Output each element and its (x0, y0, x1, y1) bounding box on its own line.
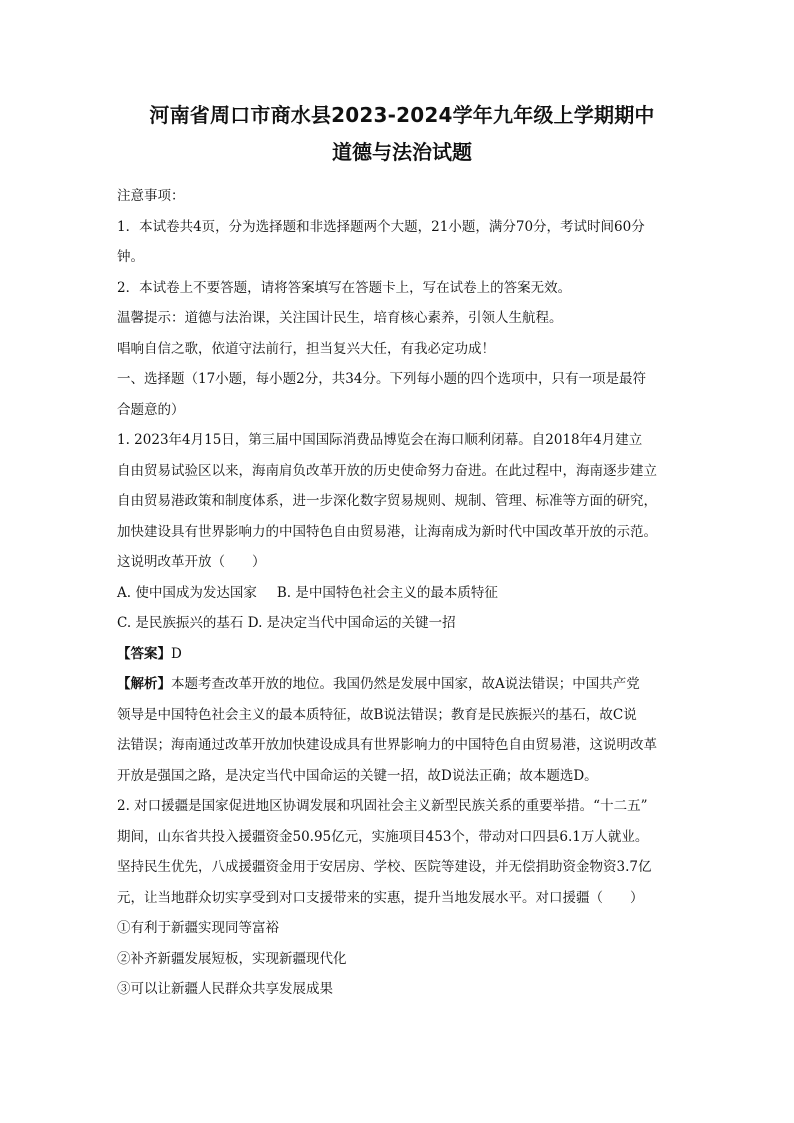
analysis-label: 【解析】 (117, 676, 171, 692)
question-1-line-5: 这说明改革开放（ ） (117, 554, 266, 570)
slogan-text: 唱响自信之歌，依道守法前行，担当复兴大任，有我必定功成！ (117, 340, 495, 357)
note-item-2: 2．本试卷上不要答题，请将答案填写在答题卡上，写在试卷上的答案无效。 (117, 279, 572, 296)
section-heading-continued: 合题意的） (117, 401, 185, 418)
question-1-line-3: 自由贸易港政策和制度体系，进一步深化数字贸易规则、规制、管理、标准等方面的研究， (117, 493, 657, 509)
notes-header: 注意事项： (117, 188, 185, 204)
title-line-1: 河南省周口市商水县2023-2024学年九年级上学期期中 (149, 103, 655, 127)
note-item-1: 1．本试卷共4页，分为选择题和非选择题两个大题，21小题，满分70分，考试时间60分 (117, 218, 645, 235)
section-heading: 一、选择题（17小题，每小题2分，共34分。下列每小题的四个选项中，只有一项是最符 (117, 371, 646, 387)
answer-line (117, 639, 687, 670)
note-item-1-continued: 钟。 (117, 249, 144, 265)
question-1-options-cd (117, 608, 687, 639)
document-body (117, 181, 687, 1005)
analysis-text-1: 本题考查改革开放的地位。我国仍然是发展中国家，故A说法错误；中国共产党 (171, 676, 640, 692)
question-2-line-2: 期间，山东省共投入援疆资金50.95亿元，实施项目453个，带动对口四县6.1万人就业。 (117, 828, 649, 845)
option-c: C. 是民族振兴的基石 (117, 615, 244, 631)
question-1-line-2: 自由贸易试验区以来，海南肩负改革开放的历史使命努力奋进。在此过程中，海南逐步建立 (117, 462, 657, 479)
document-title (117, 97, 687, 171)
question-1-options-ab (117, 578, 687, 609)
analysis-line-1 (117, 669, 687, 700)
answer-label: 【答案】 (117, 645, 171, 662)
answer-value: D (171, 645, 182, 662)
question-2-line-3: 坚持民生优先，八成援疆资金用于安居房、学校、医院等建设，并无偿捐助资金物资3.7亿 (117, 859, 652, 875)
statement-2: ②补齐新疆发展短板，实现新疆现代化 (117, 950, 347, 967)
option-b: B. 是中国特色社会主义的最本质特征 (276, 584, 498, 601)
option-d: D. 是决定当代中国命运的关键一招 (247, 615, 456, 631)
tip-text: 温馨提示：道德与法治课，关注国计民生，培育核心素养，引领人生航程。 (117, 310, 563, 326)
statement-1: ①有利于新疆实现同等富裕 (117, 920, 279, 936)
question-1-line-4: 加快建设具有世界影响力的中国特色自由贸易港，让海南成为新时代中国改革开放的示范。 (117, 523, 657, 540)
analysis-line-4: 开放是强国之路，是决定当代中国命运的关键一招，故D说法正确；故本题选D。 (117, 767, 598, 784)
analysis-line-2: 领导是中国特色社会主义的最本质特征，故B说法错误；教育是民族振兴的基石，故C说 (117, 706, 637, 723)
statement-3: ③可以让新疆人民群众共享发展成果 (117, 981, 333, 997)
analysis-line-3: 法错误；海南通过改革开放加快建设成具有世界影响力的中国特色自由贸易港，这说明改革 (117, 737, 657, 753)
question-2-line-1: 2. 对口援疆是国家促进地区协调发展和巩固社会主义新型民族关系的重要举措。“十二五” (117, 798, 648, 814)
option-a: A. 使中国成为发达国家 (117, 584, 257, 601)
question-2-line-4: 元，让当地群众切实享受到对口支援带来的实惠，提升当地发展水平。对口援疆（ ） (117, 889, 644, 906)
title-line-2: 道德与法治试题 (332, 140, 472, 164)
document-page (117, 97, 687, 1005)
question-1-line-1: 1. 2023年4月15日，第三届中国国际消费品博览会在海口顺利闭幕。自2018年4月建立 (117, 432, 643, 448)
